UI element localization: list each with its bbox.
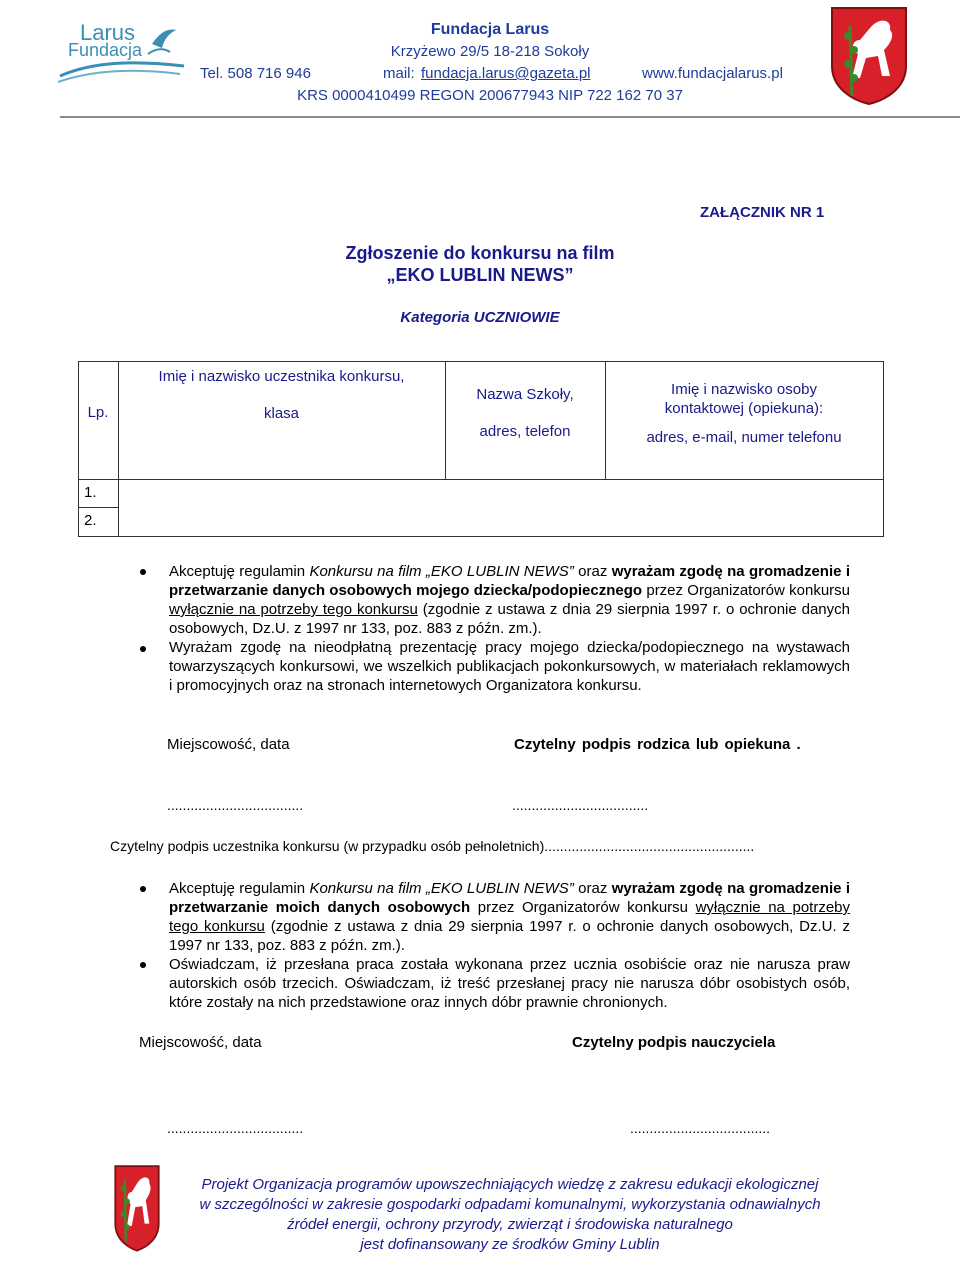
col-contact-header-line1: Imię i nazwisko osoby	[671, 381, 817, 398]
lublin-coat-of-arms	[830, 6, 908, 106]
annex-label: ZAŁĄCZNIK NR 1	[700, 204, 825, 221]
dots-place-2: ...................................	[167, 1120, 304, 1136]
parent-signature-label: Czytelny podpis rodzica lub opiekuna .	[514, 736, 801, 753]
row-number-1: 1.	[84, 484, 97, 501]
org-name: Fundacja Larus	[430, 21, 550, 38]
declaration-paragraph: Oświadczam, iż przesłana praca została wykonana przez ucznia osobiście oraz nie narusza praw autorskich osób trzecich. Oświadczam, iż treść przesłanej pracy nie narusza dóbr osobistych osób, które zostały na nich przedstawione oraz innych dóbr prawnie chronionych.	[169, 956, 850, 1011]
consent-underline: wyłącznie na potrzeby tego konkursu	[169, 899, 851, 935]
email-link[interactable]: fundacja.larus@gazeta.pl	[421, 65, 591, 82]
row-number-2: 2.	[84, 512, 97, 529]
consent-bold: wyrażam zgodę na gromadzenie i przetwarzanie moich danych osobowych	[169, 880, 850, 916]
consent-paragraph-3	[169, 879, 850, 955]
dots-signature-2: ....................................	[630, 1120, 771, 1136]
bullet-1	[140, 569, 146, 575]
mail-label: mail:	[383, 65, 415, 82]
bullet-3	[140, 886, 146, 892]
dots-place-1: ...................................	[167, 797, 304, 813]
col-lp-header: Lp.	[87, 404, 109, 421]
text-segment: Akceptuję regulamin	[169, 880, 310, 897]
footer-line-2: w szczególności w zakresie gospodarki odpadami komunalnymi, wykorzystania odnawialnych	[199, 1196, 821, 1213]
footer-line-3: źródeł energii, ochrony przyrody, zwierząt i środowiska naturalnego	[287, 1216, 733, 1233]
bullet-4	[140, 962, 146, 968]
contest-name: Konkursu na film „EKO LUBLIN NEWS”	[309, 880, 574, 897]
larus-fundacja-logo	[52, 14, 192, 94]
logo-text-larus: Larus	[80, 20, 136, 45]
lublin-coat-of-arms-footer	[114, 1165, 160, 1253]
text-segment: oraz	[573, 880, 612, 897]
phone: Tel. 508 716 946	[200, 65, 311, 82]
col-school-header-line1: Nazwa Szkoły,	[476, 386, 574, 403]
consent-underline: wyłącznie na potrzeby tego konkursu	[169, 601, 418, 618]
category-label: Kategoria UCZNIOWIE	[400, 309, 560, 326]
entry-table	[78, 361, 884, 537]
consent-paragraph-1	[169, 562, 850, 638]
registry-numbers: KRS 0000410499 REGON 200677943 NIP 722 162 70 37	[297, 87, 683, 104]
dots-signature-1: ...................................	[512, 797, 649, 813]
footer-line-4: jest dofinansowany ze środków Gminy Lublin	[360, 1236, 660, 1253]
contest-name: Konkursu na film „EKO LUBLIN NEWS”	[309, 563, 574, 580]
teacher-signature-label: Czytelny podpis nauczyciela	[572, 1034, 776, 1051]
col-participant-header-line1: Imię i nazwisko uczestnika konkursu,	[158, 368, 405, 385]
text-segment: przez Organizatorów konkursu	[470, 899, 696, 916]
col-contact-header-line2: kontaktowej (opiekuna):	[664, 400, 824, 417]
footer-line-1: Projekt Organizacja programów upowszechniających wiedzę z zakresu edukacji ekologicznej	[201, 1176, 819, 1193]
adult-signature-line: Czytelny podpis uczestnika konkursu (w przypadku osób pełnoletnich)......................................................	[110, 838, 755, 854]
text-segment: oraz	[573, 563, 612, 580]
col-participant-header-line2: klasa	[263, 405, 300, 422]
text-segment: przez Organizatorów konkursu	[642, 582, 851, 599]
logo-text-fundacja: Fundacja	[68, 40, 143, 60]
col-contact-header-line3: adres, e-mail, numer telefonu	[646, 429, 842, 446]
form-title-line2: „EKO LUBLIN NEWS”	[386, 265, 574, 285]
org-address: Krzyżewo 29/5 18-218 Sokoły	[390, 43, 590, 60]
consent-bold: wyrażam zgodę na gromadzenie i przetwarzanie danych osobowych mojego dziecka/podopiecznego	[169, 563, 850, 599]
form-title-line1: Zgłoszenie do konkursu na film	[345, 243, 615, 263]
text-segment: (zgodnie z ustawa z dnia 29 sierpnia 1997 r. o ochronie danych osobowych, Dz.U. z 1997 nr 133, poz. 883 z późn. zm.).	[169, 918, 850, 954]
text-segment: Akceptuję regulamin	[169, 563, 310, 580]
place-date-label-2: Miejscowość, data	[139, 1034, 262, 1051]
header-divider	[60, 116, 960, 118]
text-segment: (zgodnie z ustawa z dnia 29 sierpnia 1997 r. o ochronie danych osobowych, Dz.U. z 1997 nr 133, poz. 883 z późn. zm.).	[169, 601, 850, 637]
website[interactable]: www.fundacjalarus.pl	[642, 65, 783, 82]
col-school-header-line2: adres, telefon	[479, 423, 571, 440]
consent-paragraph-2: Wyrażam zgodę na nieodpłatną prezentację pracy mojego dziecka/podopiecznego na wystawach towarzyszących konkursowi, we wszelkich publikacjach pokonkursowych, w materiałach reklamowych i promocyjnych oraz na stronach internetowych Organizatora konkursu.	[169, 639, 850, 694]
place-date-label-1: Miejscowość, data	[167, 736, 290, 753]
bullet-2	[140, 646, 146, 652]
